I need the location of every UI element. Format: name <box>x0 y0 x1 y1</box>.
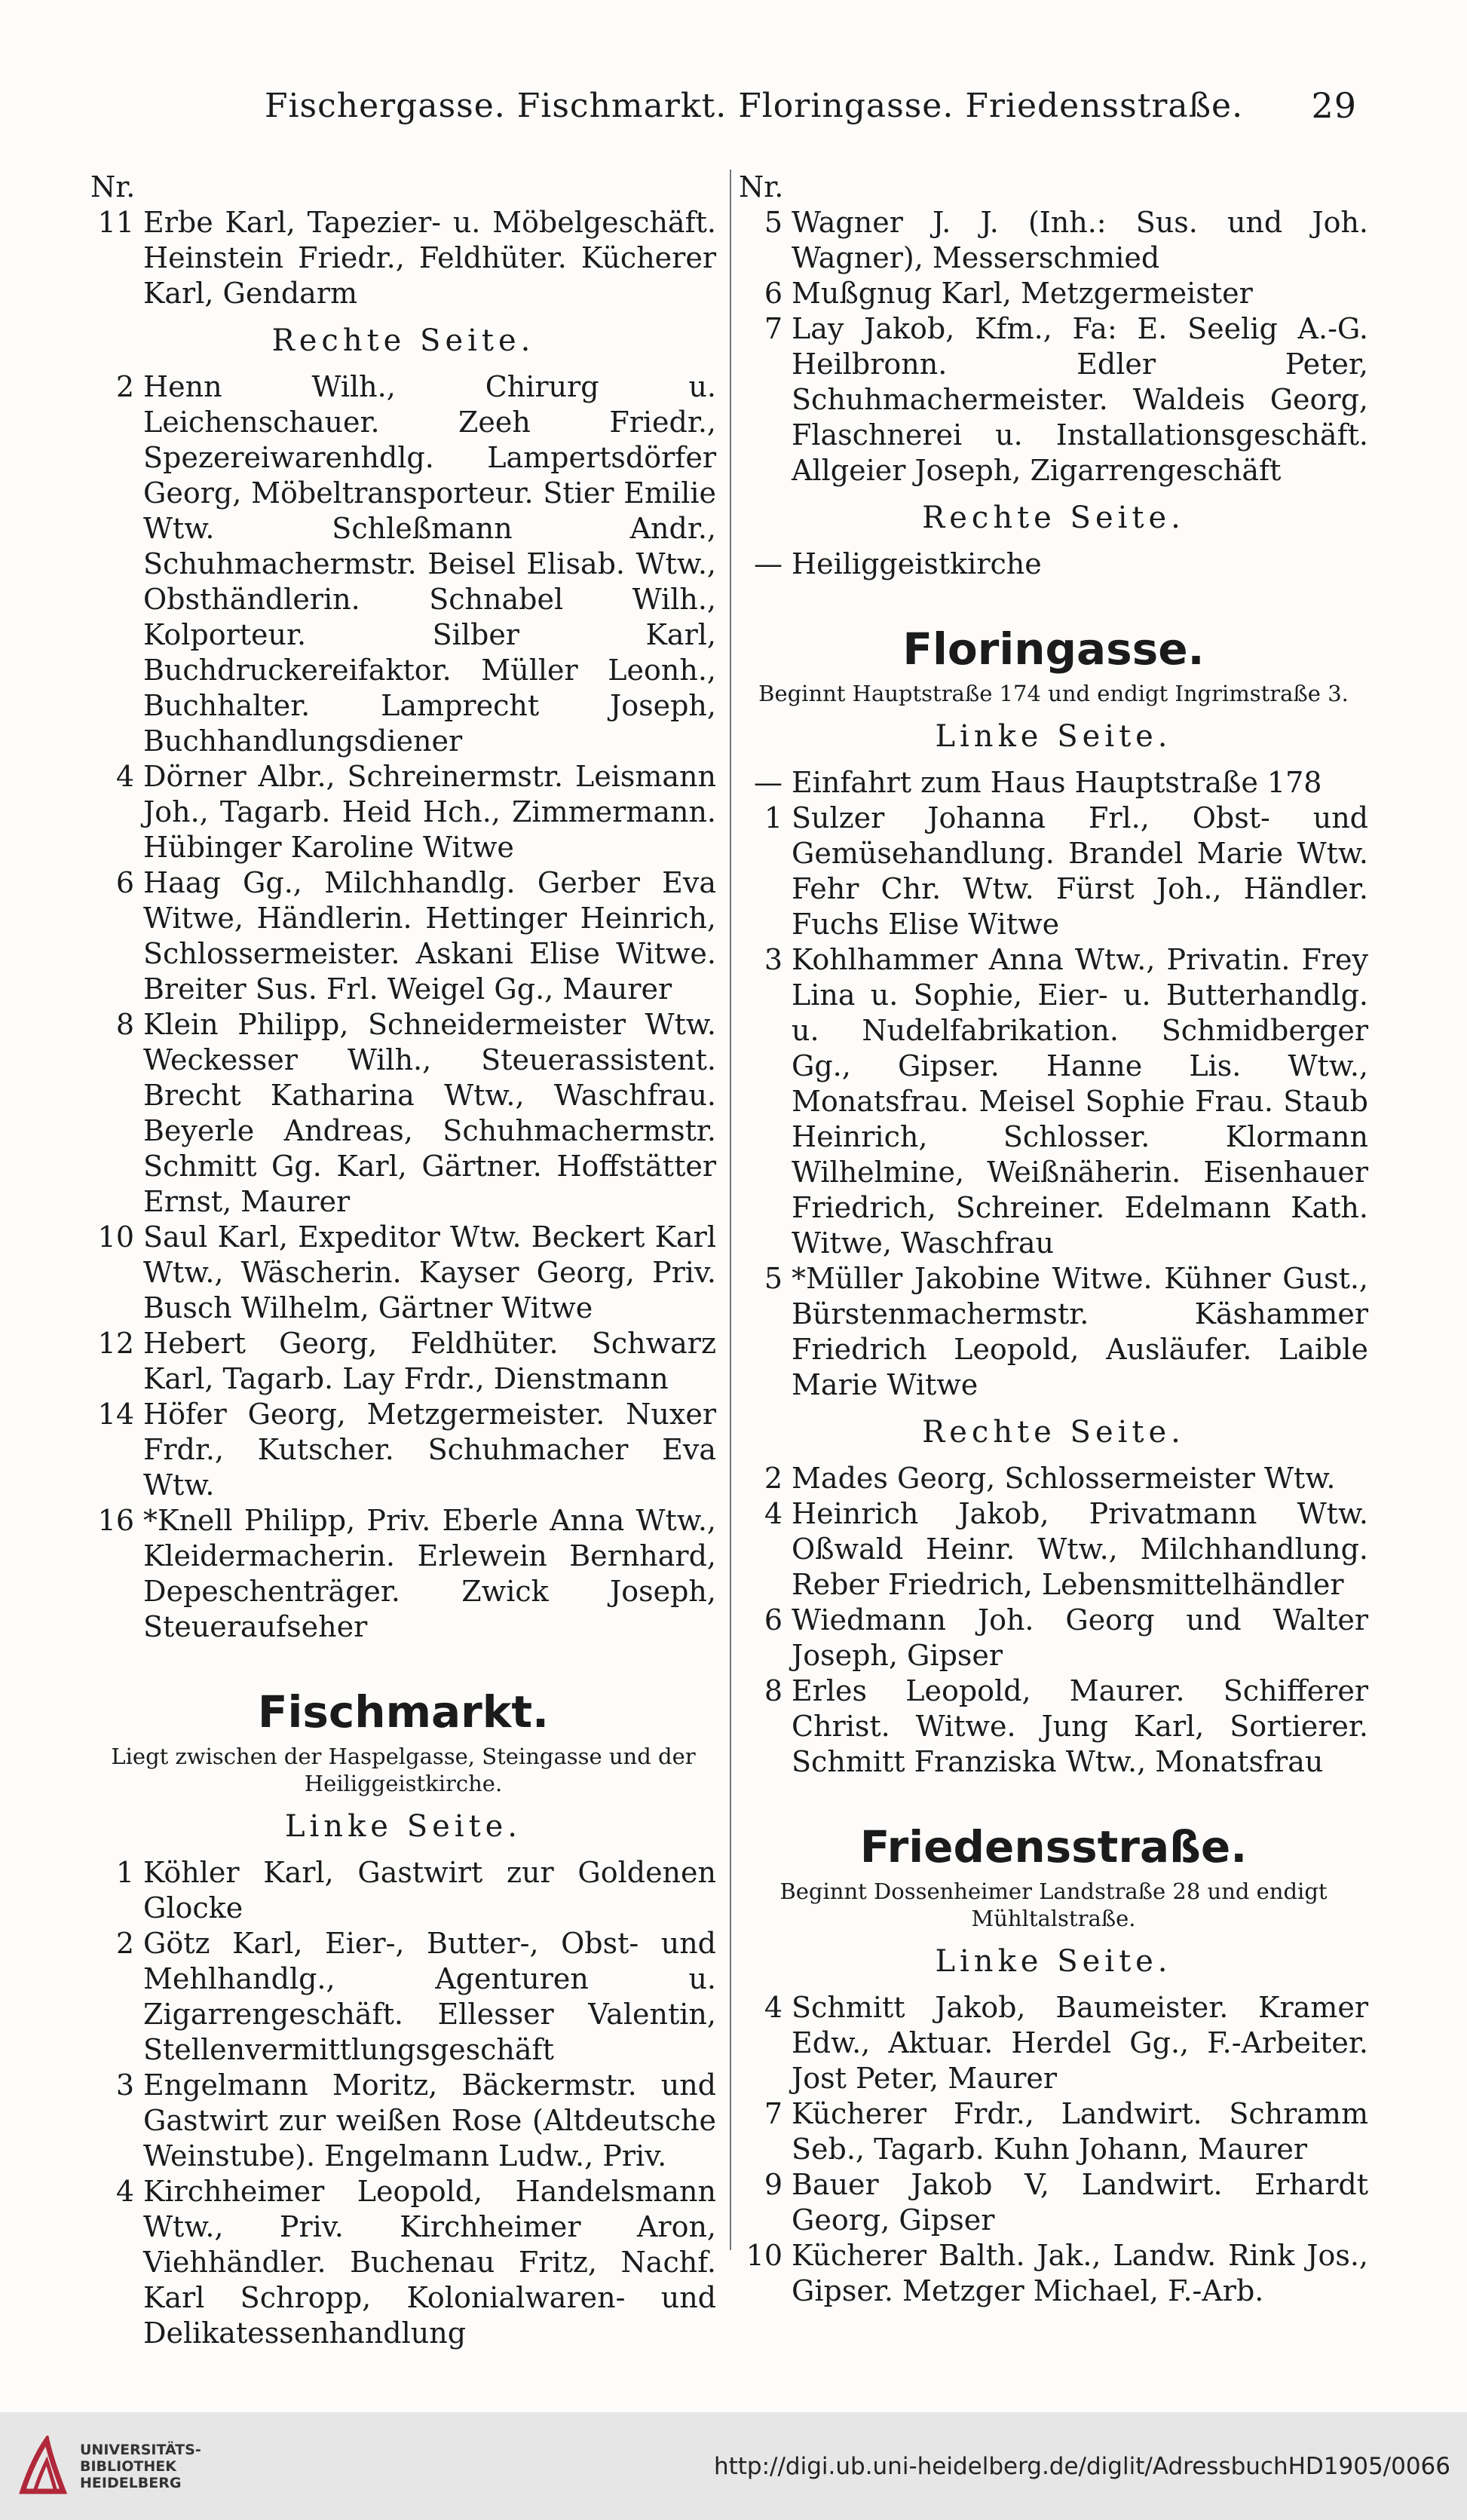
house-number: 4 <box>115 2175 134 2208</box>
house-number: 10 <box>97 1220 134 1254</box>
library-name <box>80 2442 201 2491</box>
logo-line: HEIDELBERG <box>80 2474 182 2491</box>
entry-text: Heinrich Jakob, Privatmann Wtw. Oßwald Heinr. Wtw., Milchhandlung. Reber Friedrich, Lebensmittelhändler <box>792 1497 1368 1601</box>
entry-text: Hebert Georg, Feldhüter. Schwarz Karl, Tagarb. Lay Frdr., Dienstmann <box>143 1327 716 1395</box>
house-number: 3 <box>115 2068 134 2102</box>
nr-label: Nr. <box>90 170 136 204</box>
directory-entry <box>739 1496 1368 1603</box>
house-number: 10 <box>746 2239 783 2272</box>
entry-text: *Knell Philipp, Priv. Eberle Anna Wtw., Kleidermacherin. Erlewein Bernhard, Depeschenträger. Zwick Joseph, Steueraufseher <box>143 1504 716 1643</box>
entry-list <box>90 205 716 311</box>
logo-line: BIBLIOTHEK <box>80 2457 176 2475</box>
directory-entry <box>739 765 1368 801</box>
house-number: 12 <box>97 1327 134 1360</box>
directory-entry <box>90 1397 716 1503</box>
entry-list <box>739 765 1368 1403</box>
directory-entry <box>90 865 716 1007</box>
directory-entry <box>90 1503 716 1645</box>
house-number: 16 <box>97 1504 134 1537</box>
side-heading: Linke Seite. <box>284 1809 522 1844</box>
entry-text: Bauer Jakob V, Landwirt. Erhardt Georg, Gipser <box>792 2168 1368 2237</box>
house-number: 8 <box>115 1008 134 1041</box>
directory-entry <box>90 759 716 865</box>
directory-entry <box>739 942 1368 1261</box>
directory-entry <box>739 1673 1368 1780</box>
entry-text: Kirchheimer Leopold, Handelsmann Wtw., Priv. Kirchheimer Aron, Viehhändler. Buchenau Fritz, Nachf. Karl Schropp, Kolonialwaren- und Delikatessenhandlung <box>143 2175 716 2350</box>
footer-bar <box>0 2412 1467 2520</box>
directory-entry <box>90 369 716 759</box>
entry-text: Engelmann Moritz, Bäckermstr. und Gastwirt zur weißen Rose (Altdeutsche Weinstube). Engelmann Ludw., Priv. <box>143 2068 716 2172</box>
directory-entry <box>90 2068 716 2174</box>
entry-text: Kücherer Frdr., Landwirt. Schramm Seb., Tagarb. Kuhn Johann, Maurer <box>792 2097 1368 2166</box>
directory-entry <box>90 205 716 311</box>
entry-list <box>739 205 1368 488</box>
house-number: 2 <box>764 1462 783 1495</box>
side-heading: Linke Seite. <box>935 1944 1172 1979</box>
side-heading: Rechte Seite. <box>922 501 1185 535</box>
nr-label: Nr. <box>739 170 784 204</box>
running-head <box>151 72 1357 139</box>
side-heading: Rechte Seite. <box>271 323 535 358</box>
house-number: 4 <box>764 1991 783 2024</box>
entry-text: Dörner Albr., Schreinermstr. Leismann Joh., Tagarb. Heid Hch., Zimmermann. Hübinger Karoline Witwe <box>143 760 716 864</box>
entry-text: *Müller Jakobine Witwe. Kühner Gust., Bürstenmachermstr. Käshammer Friedrich Leopold, Ausläufer. Laible Marie Witwe <box>792 1262 1368 1401</box>
entry-text: Lay Jakob, Kfm., Fa: E. Seelig A.-G. Heilbronn. Edler Peter, Schuhmachermeister. Waldeis Georg, Flaschnerei u. Installationsgeschäft. Allgeier Joseph, Zigarrengeschäft <box>792 312 1368 487</box>
directory-entry <box>739 2167 1368 2238</box>
directory-entry <box>739 1603 1368 1673</box>
street-note: Beginnt Hauptstraße 174 und endigt Ingrimstraße 3. <box>758 681 1349 706</box>
right-column <box>739 170 1368 2309</box>
source-url-link[interactable]: http://digi.ub.uni-heidelberg.de/diglit/AdressbuchHD1905/0066 <box>713 2452 1450 2480</box>
house-number: 11 <box>97 206 134 239</box>
entry-text: Köhler Karl, Gastwirt zur Goldenen Glocke <box>143 1856 716 1924</box>
house-number: 2 <box>115 370 134 403</box>
entry-text: Mades Georg, Schlossermeister Wtw. <box>792 1462 1336 1495</box>
directory-entry <box>90 1220 716 1326</box>
page-header-title: Fischergasse. Fischmarkt. Floringasse. Friedensstraße. <box>264 86 1244 125</box>
library-seal-icon <box>17 2436 69 2497</box>
entry-text: Götz Karl, Eier-, Butter-, Obst- und Mehlhandlg., Agenturen u. Zigarrengeschäft. Ellesser Valentin, Stellenvermittlungsgeschäft <box>143 1927 716 2066</box>
directory-entry <box>739 276 1368 311</box>
house-number: — <box>754 547 783 580</box>
directory-entry <box>739 801 1368 942</box>
directory-entry <box>739 311 1368 488</box>
directory-entry <box>739 205 1368 276</box>
logo-line: UNIVERSITÄTS- <box>80 2441 201 2458</box>
entry-text: Haag Gg., Milchhandlg. Gerber Eva Witwe, Händlerin. Hettinger Heinrich, Schlossermeister. Askani Elise Witwe. Breiter Sus. Frl. Weigel Gg., Maurer <box>143 866 716 1006</box>
house-number: 6 <box>115 866 134 899</box>
entry-list <box>90 369 716 1645</box>
house-number: 1 <box>115 1856 134 1889</box>
street-title-friedensstrasse: Friedensstraße. <box>859 1821 1248 1872</box>
directory-entry <box>90 1326 716 1397</box>
library-logo[interactable] <box>17 2436 201 2497</box>
street-note: Liegt zwischen der Haspelgasse, Steingasse und der Heiliggeistkirche. <box>111 1744 696 1796</box>
directory-entry <box>739 547 1368 582</box>
entry-list <box>739 1990 1368 2309</box>
entry-text: Saul Karl, Expeditor Wtw. Beckert Karl Wtw., Wäscherin. Kayser Georg, Priv. Busch Wilhelm, Gärtner Witwe <box>143 1220 716 1324</box>
directory-entry <box>739 1990 1368 2096</box>
house-number: 4 <box>764 1497 783 1530</box>
column-divider <box>730 170 731 2250</box>
house-number: — <box>754 766 783 799</box>
entry-text: Höfer Georg, Metzgermeister. Nuxer Frdr., Kutscher. Schuhmacher Eva Wtw. <box>143 1398 716 1502</box>
directory-entry <box>90 2174 716 2351</box>
directory-entry <box>739 2096 1368 2167</box>
house-number: 7 <box>764 312 783 345</box>
entry-text: Kücherer Balth. Jak., Landw. Rink Jos., Gipser. Metzger Michael, F.-Arb. <box>792 2239 1368 2307</box>
house-number: 2 <box>115 1927 134 1960</box>
entry-text: Wiedmann Joh. Georg und Walter Joseph, Gipser <box>792 1603 1368 1672</box>
entry-text: Schmitt Jakob, Baumeister. Kramer Edw., Aktuar. Herdel Gg., F.-Arbeiter. Jost Peter, Maurer <box>792 1991 1368 2095</box>
house-number: 5 <box>764 206 783 239</box>
house-number: 14 <box>97 1398 134 1431</box>
entry-list <box>90 1855 716 2351</box>
entry-list <box>739 1461 1368 1780</box>
street-note: Beginnt Dossenheimer Landstraße 28 und endigt Mühltalstraße. <box>779 1879 1328 1931</box>
directory-entry <box>739 1261 1368 1403</box>
house-number: 6 <box>764 1603 783 1637</box>
entry-text: Henn Wilh., Chirurg u. Leichenschauer. Zeeh Friedr., Spezereiwarenhdlg. Lampertsdörfer Georg, Möbeltransporteur. Stier Emilie Wtw. Schleßmann Andr., Schuhmachermstr. Beisel Elisab. Wtw., Obsthändlerin. Schnabel Wilh., Kolporteur. Silber Karl, Buchdruckereifaktor. Müller Leonh., Buchhalter. Lamprecht Joseph, Buchhandlungsdiener <box>143 370 716 758</box>
house-number: 8 <box>764 1674 783 1707</box>
directory-entry <box>90 1926 716 2068</box>
house-number: 4 <box>115 760 134 793</box>
house-number: 6 <box>764 277 783 310</box>
directory-entry <box>739 1461 1368 1496</box>
entry-text: Erles Leopold, Maurer. Schifferer Christ. Witwe. Jung Karl, Sortierer. Schmitt Franziska Wtw., Monatsfrau <box>792 1674 1368 1778</box>
entry-text: Klein Philipp, Schneidermeister Wtw. Weckesser Wilh., Steuerassistent. Brecht Katharina Wtw., Waschfrau. Beyerle Andreas, Schuhmachermstr. Schmitt Gg. Karl, Gärtner. Hoffstätter Ernst, Maurer <box>143 1008 716 1218</box>
left-column <box>90 170 716 2351</box>
side-heading: Rechte Seite. <box>922 1415 1185 1450</box>
page-number: 29 <box>1311 85 1357 126</box>
side-heading: Linke Seite. <box>935 719 1172 754</box>
entry-text: Heiliggeistkirche <box>792 547 1042 580</box>
directory-entry <box>90 1855 716 1926</box>
entry-text: Wagner J. J. (Inh.: Sus. und Joh. Wagner), Messerschmied <box>792 206 1368 274</box>
directory-entry <box>739 2238 1368 2309</box>
house-number: 7 <box>764 2097 783 2130</box>
entry-text: Sulzer Johanna Frl., Obst- und Gemüsehandlung. Brandel Marie Wtw. Fehr Chr. Wtw. Fürst Joh., Händler. Fuchs Elise Witwe <box>792 801 1368 941</box>
entry-text: Mußgnug Karl, Metzgermeister <box>792 277 1253 310</box>
house-number: 9 <box>764 2168 783 2201</box>
house-number: 5 <box>764 1262 783 1295</box>
street-title-floringasse: Floringasse. <box>902 623 1205 675</box>
entry-text: Kohlhammer Anna Wtw., Privatin. Frey Lina u. Sophie, Eier- u. Butterhandlg. u. Nudelfabrikation. Schmidberger Gg., Gipser. Hanne Lis. Wtw., Monatsfrau. Meisel Sophie Frau. Staub Heinrich, Schlosser. Klormann Wilhelmine, Weißnäherin. Eisenhauer Friedrich, Schreiner. Edelmann Kath. Witwe, Waschfrau <box>792 943 1368 1260</box>
entry-text: Erbe Karl, Tapezier- u. Möbelgeschäft. Heinstein Friedr., Feldhüter. Kücherer Karl, Gendarm <box>143 206 716 310</box>
entry-text: Einfahrt zum Haus Hauptstraße 178 <box>792 766 1322 799</box>
house-number: 3 <box>764 943 783 976</box>
directory-entry <box>90 1007 716 1220</box>
house-number: 1 <box>764 801 783 834</box>
street-title-fischmarkt: Fischmarkt. <box>257 1686 550 1738</box>
entry-list <box>739 547 1368 582</box>
